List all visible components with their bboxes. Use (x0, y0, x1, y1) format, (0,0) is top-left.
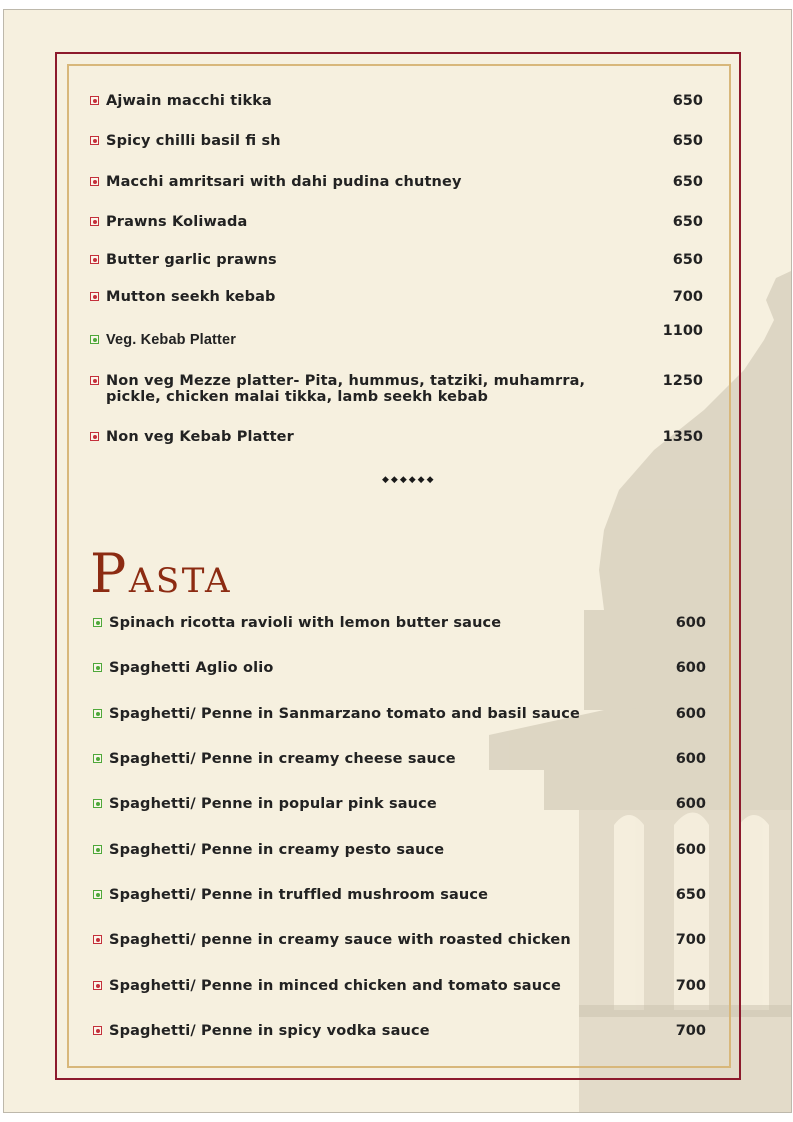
item-name: Spaghetti/ Penne in popular pink sauce (109, 796, 437, 812)
item-name: Butter garlic prawns (106, 252, 277, 268)
veg-marker-icon (93, 890, 102, 899)
menu-page (3, 9, 792, 1113)
title-initial: P (90, 542, 129, 605)
veg-marker-icon (93, 709, 102, 718)
item-name: Spinach ricotta ravioli with lemon butter sauce (109, 615, 502, 631)
item-price: 700 (675, 978, 706, 994)
item-name: Spicy chilli basil ﬁ sh (106, 133, 281, 149)
item-name-line2: pickle, chicken malai tikka, lamb seekh kebab (106, 389, 489, 405)
item-price: 600 (675, 615, 706, 631)
veg-marker-icon (93, 618, 102, 627)
nonveg-marker-icon (90, 376, 99, 385)
nonveg-marker-icon (90, 217, 99, 226)
item-name: Macchi amritsari with dahi pudina chutney (106, 174, 462, 190)
item-price: 600 (675, 706, 706, 722)
item-name: Spaghetti/ penne in creamy sauce with roasted chicken (109, 932, 571, 948)
item-name: Spaghetti/ Penne in spicy vodka sauce (109, 1023, 430, 1039)
title-rest: ASTA (128, 561, 233, 601)
item-price: 1350 (662, 429, 703, 445)
item-price: 650 (672, 133, 703, 149)
nonveg-marker-icon (90, 136, 99, 145)
veg-marker-icon (90, 335, 99, 344)
item-price: 600 (675, 751, 706, 767)
item-price: 600 (675, 842, 706, 858)
nonveg-marker-icon (93, 981, 102, 990)
item-price: 600 (675, 660, 706, 676)
nonveg-marker-icon (90, 177, 99, 186)
item-price: 650 (675, 887, 706, 903)
item-price: 1100 (662, 323, 703, 339)
item-name: Non veg Kebab Platter (106, 429, 294, 445)
item-name: Spaghetti/ Penne in minced chicken and tomato sauce (109, 978, 561, 994)
nonveg-marker-icon (90, 96, 99, 105)
item-price: 700 (672, 289, 703, 305)
item-price: 650 (672, 93, 703, 109)
veg-marker-icon (93, 754, 102, 763)
nonveg-marker-icon (93, 1026, 102, 1035)
item-name: Spaghetti/ Penne in creamy pesto sauce (109, 842, 445, 858)
nonveg-marker-icon (90, 255, 99, 264)
item-name: Spaghetti/ Penne in truffled mushroom sauce (109, 887, 489, 903)
item-price: 650 (672, 214, 703, 230)
item-name: Non veg Mezze platter- Pita, hummus, tatziki, muhamrra, (106, 373, 586, 389)
item-name: Veg. Kebab Platter (106, 332, 237, 348)
nonveg-marker-icon (93, 935, 102, 944)
item-price: 650 (672, 174, 703, 190)
nonveg-marker-icon (90, 292, 99, 301)
item-name: Ajwain macchi tikka (106, 93, 272, 109)
item-name: Spaghetti/ Penne in creamy cheese sauce (109, 751, 456, 767)
item-price: 650 (672, 252, 703, 268)
nonveg-marker-icon (90, 432, 99, 441)
item-price: 700 (675, 932, 706, 948)
item-name: Mutton seekh kebab (106, 289, 276, 305)
item-name: Prawns Koliwada (106, 214, 248, 230)
item-name: Spaghetti/ Penne in Sanmarzano tomato and basil sauce (109, 706, 580, 722)
veg-marker-icon (93, 799, 102, 808)
diamond-divider: ◆◆◆◆◆◆ (382, 475, 436, 485)
item-price: 700 (675, 1023, 706, 1039)
veg-marker-icon (93, 663, 102, 672)
item-name: Spaghetti Aglio olio (109, 660, 274, 676)
veg-marker-icon (93, 845, 102, 854)
item-price: 1250 (662, 373, 703, 389)
section-title-pasta (90, 544, 232, 611)
item-price: 600 (675, 796, 706, 812)
